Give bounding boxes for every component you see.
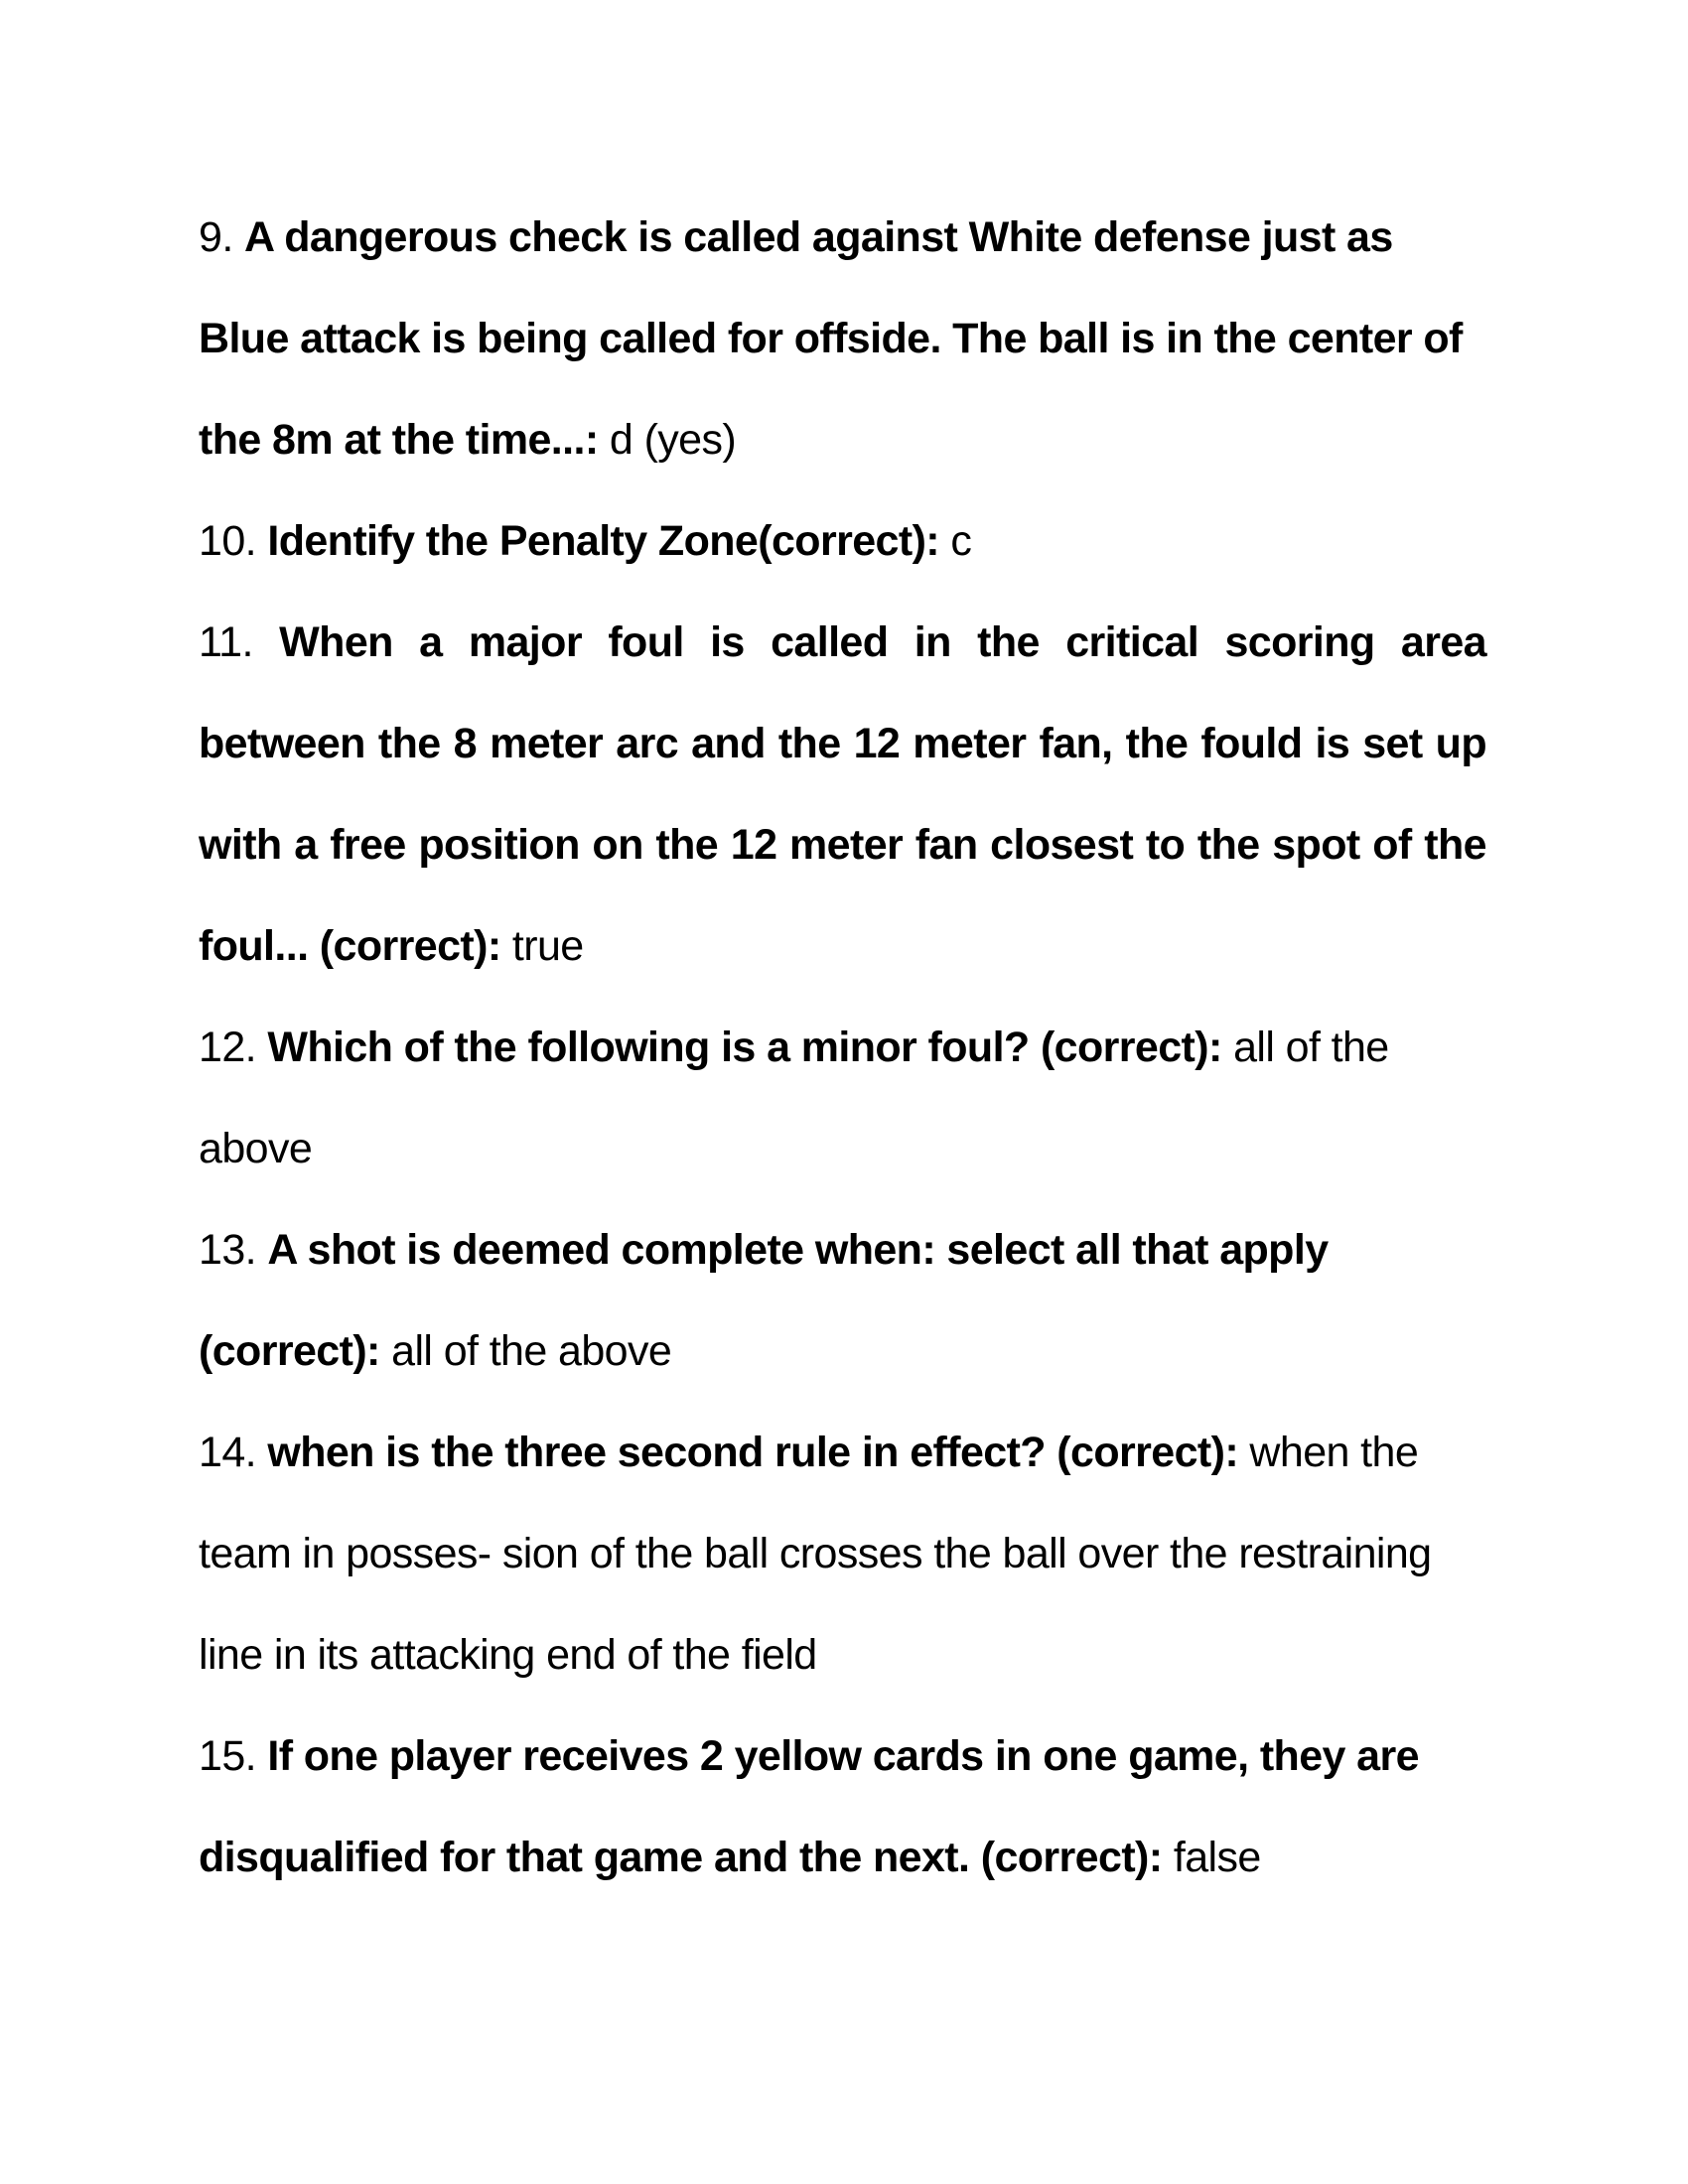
quiz-item-12 (199, 997, 1486, 1199)
quiz-item-9 (199, 187, 1486, 490)
item-number: 13. (199, 1226, 256, 1274)
item-question: When a major foul is called in the critical scoring area between the 8 meter arc and the 12 meter fan, the fould is set up with a free position on the 12 meter fan closest to the spot of the foul... (correct): (199, 618, 1486, 970)
quiz-item-13 (199, 1199, 1486, 1402)
item-question: If one player receives 2 yellow cards in one game, they are disqualified for that game and the next. (correct): (199, 1732, 1419, 1881)
item-number: 9. (199, 213, 233, 261)
item-question: A shot is deemed complete when: select all that apply (correct): (199, 1226, 1329, 1375)
item-number: 15. (199, 1732, 256, 1780)
item-question: when is the three second rule in effect? (correct): (267, 1429, 1239, 1476)
item-answer: all of the above (199, 1024, 1389, 1172)
item-question: A dangerous check is called against White defense just as Blue attack is being called for offside. The ball is in the center of the 8m at the time...: (199, 213, 1463, 464)
item-answer: d (yes) (609, 416, 737, 464)
quiz-item-15 (199, 1706, 1486, 1908)
quiz-item-14 (199, 1402, 1486, 1706)
quiz-item-10 (199, 490, 1486, 592)
item-answer: false (1173, 1834, 1261, 1881)
item-answer: when the team in posses- sion of the ball crosses the ball over the restraining line in its attacking end of the field (199, 1429, 1432, 1679)
item-answer: true (511, 922, 584, 970)
item-number: 14. (199, 1429, 256, 1476)
item-number: 10. (199, 517, 256, 565)
item-question: Identify the Penalty Zone(correct): (267, 517, 940, 565)
item-number: 11. (199, 618, 253, 666)
item-answer: all of the above (391, 1327, 672, 1375)
document-page (199, 187, 1486, 1908)
item-answer: c (950, 517, 972, 565)
quiz-item-11 (199, 592, 1486, 997)
item-number: 12. (199, 1024, 256, 1071)
item-question: Which of the following is a minor foul? (correct): (267, 1024, 1222, 1071)
